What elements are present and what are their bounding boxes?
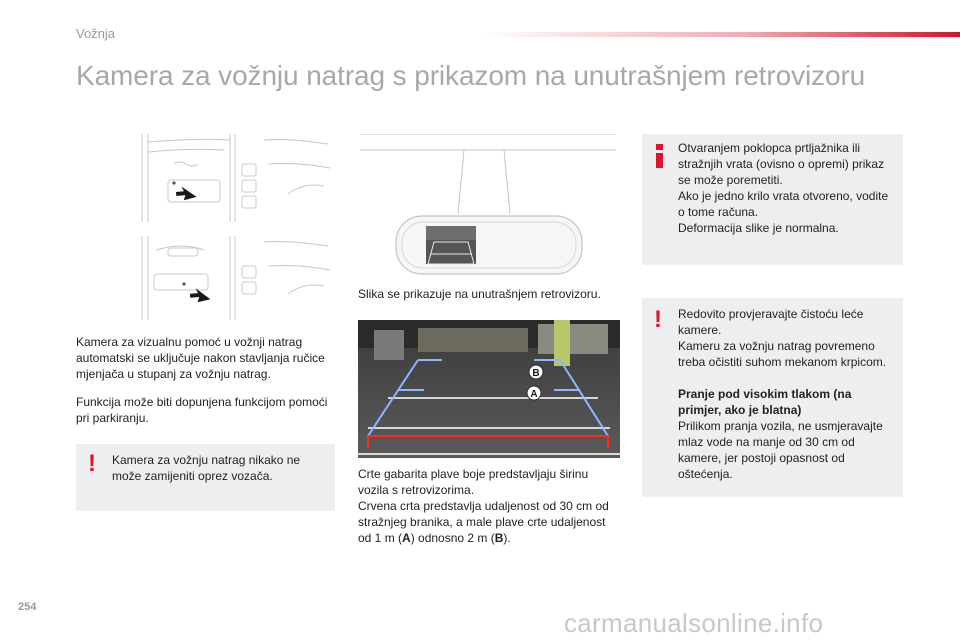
intro-paragraph (76, 334, 338, 382)
warning-text: Kamera za vožnju natrag nikako ne može zamijeniti oprez vozača. (112, 453, 301, 483)
camera-view-image (358, 320, 620, 458)
warning-icon: ! (654, 306, 662, 333)
label-a: A (530, 389, 538, 400)
intro-text: Kamera za vizualnu pomoć u vožnji natrag automatski se uključuje nakon stavljanja ručice mjenjača u stupanj za vožnju natrag. (76, 335, 325, 381)
info-line1: Otvaranjem poklopca prtljažnika ili stražnjih vrata (ovisno o opremi) prikaz se može poremetiti. (678, 141, 885, 187)
info-note (642, 134, 903, 265)
label-b-badge (529, 365, 543, 379)
mirror-screen (426, 226, 476, 264)
info-note-text (678, 140, 898, 236)
info-line2: Ako je jedno krilo vrata otvoreno, vodite o tome računa. (678, 189, 889, 219)
warning-note-left (76, 444, 335, 511)
desc-text-part: ) odnosno 2 m ( (410, 531, 495, 545)
camera-lens-icon (182, 282, 185, 285)
camera-lens-icon (172, 181, 175, 184)
parking-text: Funkcija može biti dopunjena funkcijom pomoći pri parkiranju. (76, 395, 328, 425)
guide-desc-line2 (358, 498, 620, 546)
info-icon (654, 144, 666, 168)
warning-line3: Prilikom pranja vozila, ne usmjeravajte mlaz vode na manje od 30 cm od kamere, jer postoji opasnost od oštećenja. (678, 419, 883, 481)
mirror-caption: Slika se prikazuje na unutrašnjem retrovizoru. (358, 287, 601, 301)
arrow-pointer-icon (175, 185, 196, 201)
desc-text-part: Crvena crta predstavlja udaljenost od 30 cm od stražnjeg branika, a male plave crte udaljenost od 1 m ( (358, 499, 609, 545)
mirror-illustration (356, 134, 620, 284)
warning-icon: ! (88, 450, 96, 477)
info-line3: Deformacija slike je normalna. (678, 221, 839, 235)
parking-paragraph (76, 394, 338, 426)
warning-line2: Kameru za vožnju natrag povremeno treba očistiti suhom mekanom krpicom. (678, 339, 887, 369)
desc-label-b: B (494, 531, 504, 545)
page-number: 254 (18, 601, 37, 613)
guide-desc-line1: Crte gabarita plave boje predstavljaju širinu vozila s retrovizorima. (358, 467, 589, 497)
guide-description (358, 466, 620, 546)
desc-text-part: ). (503, 531, 511, 545)
label-a-badge (527, 386, 541, 400)
illustration-camera-location-1 (138, 134, 332, 222)
page-title: Kamera za vožnju natrag s prikazom na unutrašnjem retrovizoru (76, 60, 866, 91)
warning-note-right (642, 298, 903, 497)
illustration-camera-location-2 (138, 236, 332, 320)
warning-subheading: Pranje pod visokim tlakom (na primjer, ako je blatna) (678, 387, 852, 417)
warning-note-text (678, 306, 898, 482)
label-b: B (532, 368, 540, 379)
warning-line1: Redovito provjeravajte čistoću leće kamere. (678, 307, 864, 337)
watermark: carmanualsonline.info (564, 608, 824, 638)
section-label: Vožnja (76, 26, 116, 41)
header-accent-bar (480, 32, 960, 37)
desc-label-a: A (402, 531, 411, 545)
